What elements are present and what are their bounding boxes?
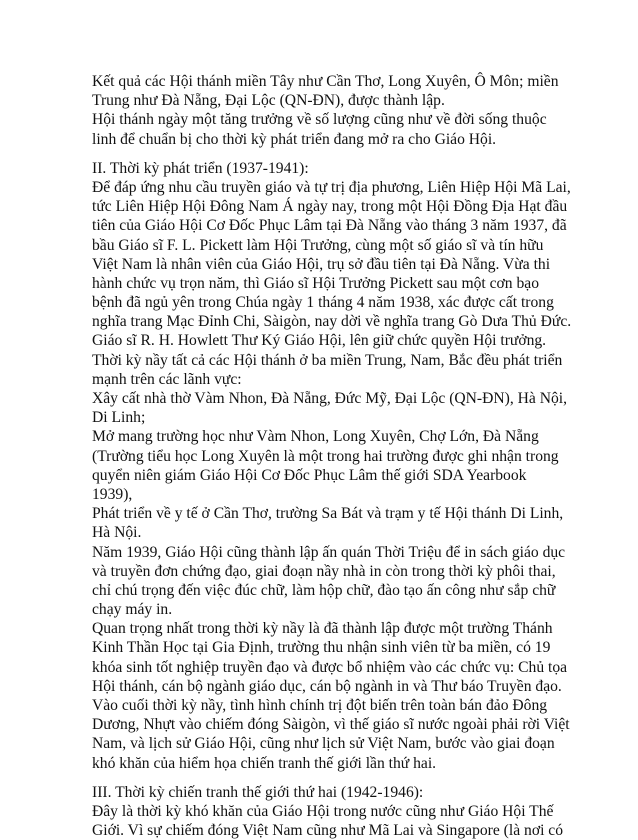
text-line: Để đáp ứng nhu cầu truyền giáo và tự trị địa phương, Liên Hiệp Hội Mã Lai,	[92, 178, 571, 196]
text-line: mạnh trên các lãnh vực:	[92, 370, 242, 388]
text-line: linh để chuẩn bị cho thời kỳ phát triển đang mở ra cho Giáo Hội.	[92, 130, 497, 148]
text-line: Thời kỳ nầy tất cả các Hội thánh ở ba miền Trung, Nam, Bắc đều phát triển	[92, 351, 563, 369]
text-line: tiên của Giáo Hội Cơ Đốc Phục Lâm tại Đà Nẵng vào tháng 3 năm 1937, đã	[92, 217, 567, 235]
text-line: Năm 1939, Giáo Hội cũng thành lập ấn quán Thời Triệu để in sách giáo dục	[92, 543, 566, 561]
paragraph-results	[92, 72, 557, 149]
text-line: Quan trọng nhất trong thời kỳ nầy là đã thành lập được một trường Thánh	[92, 620, 553, 638]
text-line: và truyền đơn chứng đạo, giai đoạn nầy nhà in còn trong thời kỳ phôi thai,	[92, 562, 556, 580]
text-line: Xây cất nhà thờ Vàm Nhon, Đà Nẵng, Đức Mỹ, Đại Lộc (QN-ĐN), Hà Nội,	[92, 390, 568, 407]
text-line: Nam, và lịch sử Giáo Hội, cũng như lịch sử Việt Nam, bước vào giai đoạn	[92, 735, 555, 753]
section-heading: II. Thời kỳ phát triển (1937-1941):	[92, 159, 309, 177]
text-line: bệnh đã ngủ yên trong Chúa ngày 1 tháng 4 năm 1938, xác được cất trong	[92, 294, 554, 312]
text-line: Vào cuối thời kỳ nầy, tình hình chính trị đột biến trên toàn bán đảo Đông	[92, 697, 548, 714]
paragraph-gap	[92, 773, 557, 783]
text-line: Mở mang trường học như Vàm Nhon, Long Xuyên, Chợ Lớn, Đà Nẵng	[92, 428, 539, 446]
section-heading: III. Thời kỳ chiến tranh thế giới thứ hai (1942-1946):	[92, 783, 424, 801]
text-line: quyển niên giám Giáo Hội Cơ Đốc Phục Lâm thế giới SDA Yearbook	[92, 466, 527, 484]
text-line: chạy máy in.	[92, 601, 173, 619]
text-line: Hà Nội.	[92, 524, 142, 542]
text-line: Hội thánh ngày một tăng trưởng về số lượng cũng như về đời sống thuộc	[92, 111, 547, 129]
text-line: Đây là thời kỳ khó khăn của Giáo Hội trong nước cũng như Giáo Hội Thế	[92, 802, 554, 820]
text-line: khó khăn của hiểm họa chiến tranh thế giới lần thứ hai.	[92, 754, 437, 772]
text-line: khóa sinh tốt nghiệp truyền đạo và được bổ nhiệm vào các chức vụ: Chủ tọa	[92, 658, 568, 676]
text-line: tức Liên Hiệp Hội Đông Nam Á ngày nay, trong một Hội Đồng Địa Hạt đầu	[92, 198, 568, 216]
text-line: nghĩa trang Mạc Đỉnh Chi, Sàigòn, nay dời về nghĩa trang Gò Dưa Thủ Đức.	[92, 313, 572, 331]
text-line: (Trường tiểu học Long Xuyên là một trong hai trường được ghi nhận trong	[92, 447, 559, 465]
text-line: Dương, Nhựt vào chiếm đóng Sàigòn, vì thế giáo sĩ nước ngoài phải rời Việt	[92, 716, 570, 734]
section-development-period	[92, 159, 572, 773]
text-line: 1939),	[92, 485, 133, 503]
text-line: Di Linh;	[92, 409, 146, 427]
section-world-war-two	[92, 783, 564, 840]
text-line: Hội thánh, cán bộ ngành giáo dục, cán bộ ngành in và Thư báo Truyền đạo.	[92, 677, 562, 695]
text-line: Việt Nam là nhân viên của Giáo Hội, trụ sở đầu tiên tại Đà Nẵng. Vừa thi	[92, 255, 551, 273]
text-line: chỉ chú trọng đến việc đúc chữ, làm hộp chữ, đào tạo ấn công như sắp chữ	[92, 581, 556, 599]
text-line: Trung như Đà Nẵng, Đại Lộc (QN-ĐN), được thành lập.	[92, 92, 445, 110]
text-line: Giới. Vì sự chiếm đóng Việt Nam cũng như Mã Lai và Singapore (là nơi có	[92, 822, 564, 840]
document-body	[92, 72, 572, 840]
text-line: Kết quả các Hội thánh miền Tây như Cần Thơ, Long Xuyên, Ô Môn; miền	[92, 73, 559, 90]
text-line: bầu Giáo sĩ F. L. Pickett làm Hội Trưởng, cùng một số giáo sĩ và tín hữu	[92, 236, 544, 254]
text-line: Kinh Thần Học tại Gia Định, trường thu nhận sinh viên từ ba miền, có 19	[92, 639, 551, 657]
text-line: Giáo sĩ R. H. Howlett Thư Ký Giáo Hội, lên giữ chức quyền Hội trưởng.	[92, 332, 547, 350]
text-line: Phát triển về y tế ở Cần Thơ, trường Sa Bát và trạm y tế Hội thánh Di Linh,	[92, 505, 564, 523]
paragraph-gap	[92, 149, 557, 159]
text-line: hành chức vụ trọn năm, thì Giáo sĩ Hội Trưởng Pickett sau một cơn bạo	[92, 274, 540, 292]
